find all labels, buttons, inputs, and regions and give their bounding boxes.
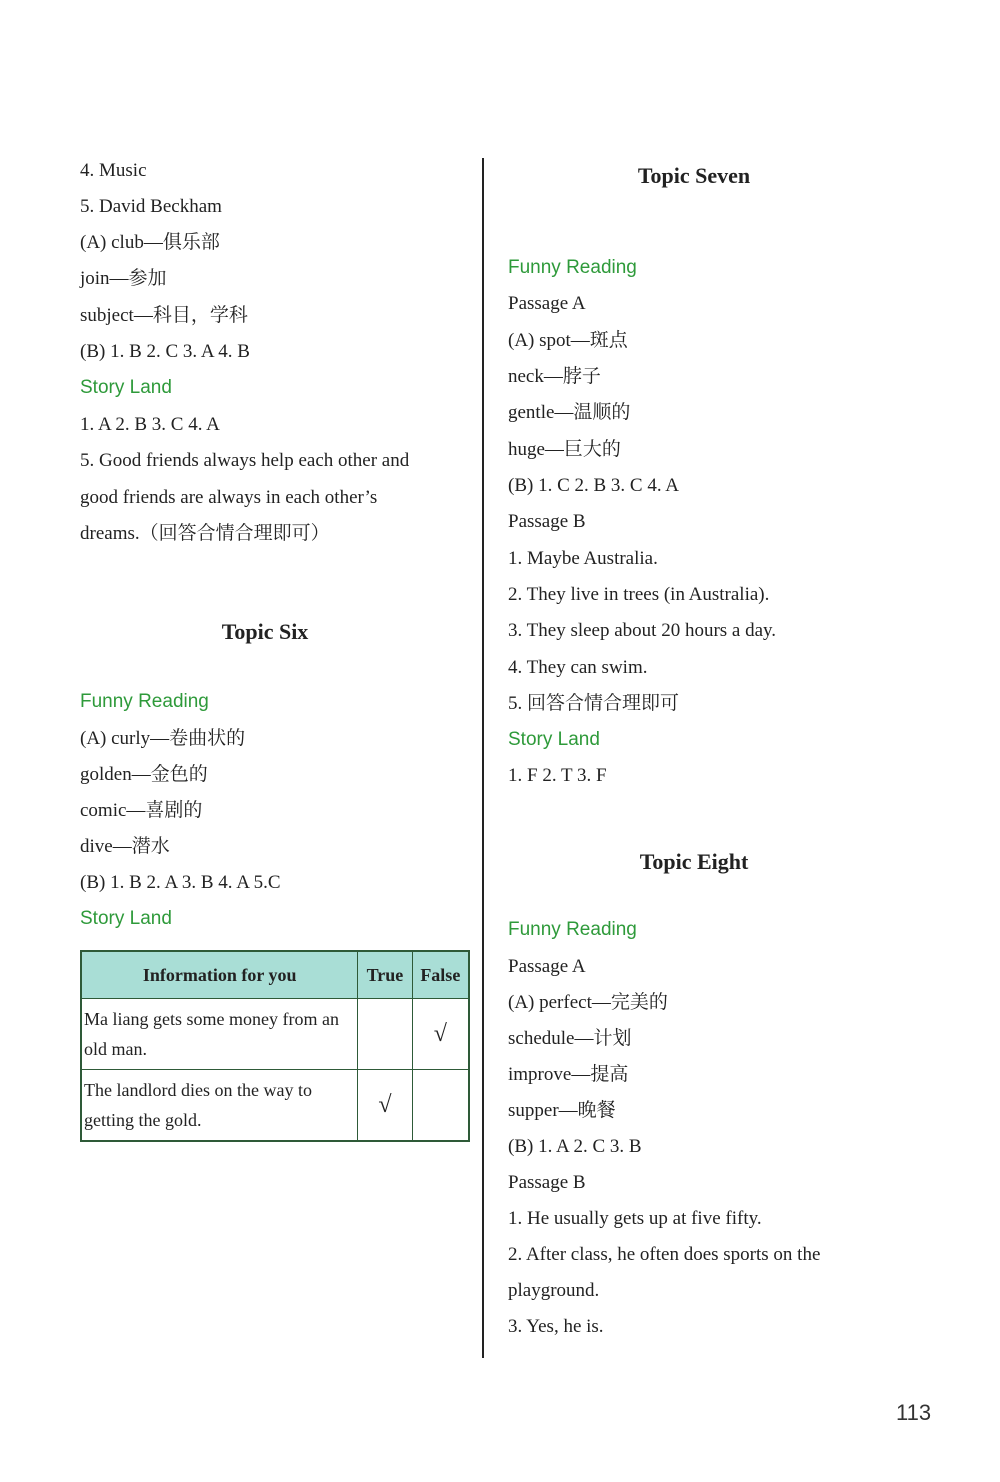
answer-line: 5. 回答合情合理即可 [508,693,680,714]
table-header: True [358,951,412,999]
answer-line: 1. He usually gets up at five fifty. [508,1208,762,1229]
table-row [81,999,469,1070]
answer-line: (A) club—俱乐部 [80,232,220,253]
table-cell: The landlord dies on the way to getting the gold. [81,1070,358,1142]
column-divider [482,158,484,1358]
answer-line: 3. Yes, he is. [508,1316,604,1337]
section-heading: Story Land [80,908,172,929]
answer-line: (A) perfect—完美的 [508,992,668,1013]
answer-line: dive—潜水 [80,836,170,857]
section-heading: Funny Reading [508,919,637,940]
answer-line: Passage B [508,1172,586,1193]
check-mark-cell [412,1070,469,1142]
answer-line: 4. They can swim. [508,657,648,678]
check-mark-cell: √ [412,999,469,1070]
answer-line: 2. After class, he often does sports on the [508,1244,821,1265]
answer-line: playground. [508,1280,600,1301]
answer-line: (A) spot—斑点 [508,330,628,351]
answer-line: 5. David Beckham [80,196,222,217]
section-heading: Funny Reading [508,257,637,278]
answer-line: comic—喜剧的 [80,800,203,821]
answer-line: improve—提高 [508,1064,629,1085]
answer-line: 1. F 2. T 3. F [508,765,607,786]
answer-line: good friends are always in each other’s [80,487,378,508]
answer-line: 3. They sleep about 20 hours a day. [508,620,777,641]
table-row [81,1070,469,1142]
section-heading: Story Land [508,729,600,750]
check-mark-cell [358,999,412,1070]
topic-title: Topic Six [221,619,309,644]
answer-line: 2. They live in trees (in Australia). [508,584,770,605]
table-header: Information for you [81,951,358,999]
answer-line: (B) 1. C 2. B 3. C 4. A [508,475,680,496]
topic-title: Topic Seven [637,163,751,188]
answer-line: 1. Maybe Australia. [508,548,658,569]
answer-line: 1. A 2. B 3. C 4. A [80,414,220,435]
answer-line: join—参加 [80,268,167,289]
answer-line: Passage A [508,956,586,977]
answer-line: gentle—温顺的 [508,402,631,423]
answer-line: (B) 1. A 2. C 3. B [508,1136,642,1157]
information-table [80,950,470,1142]
answer-line: (B) 1. B 2. C 3. A 4. B [80,341,250,362]
section-heading: Story Land [80,377,172,398]
answer-line: Passage B [508,511,586,532]
table-cell: Ma liang gets some money from an old man. [81,999,358,1070]
answer-line: golden—金色的 [80,764,208,785]
table-header: False [412,951,469,999]
topic-title: Topic Eight [639,849,749,874]
answer-line: supper—晚餐 [508,1100,616,1121]
answer-line: 4. Music [80,160,147,181]
answer-line: neck—脖子 [508,366,601,387]
check-mark-cell: √ [358,1070,412,1142]
answer-line: 5. Good friends always help each other and [80,450,410,471]
answer-line: Passage A [508,293,586,314]
answer-line: dreams.（回答合情合理即可） [80,523,330,544]
answer-line: subject—科目，学科 [80,305,248,326]
answer-line: schedule—计划 [508,1028,632,1049]
answer-line: huge—巨大的 [508,439,621,460]
answer-line: (B) 1. B 2. A 3. B 4. A 5.C [80,872,281,893]
answer-line: (A) curly—卷曲状的 [80,728,246,749]
page-number: 113 [896,1400,932,1425]
table-header-row [81,951,469,999]
section-heading: Funny Reading [80,691,209,712]
